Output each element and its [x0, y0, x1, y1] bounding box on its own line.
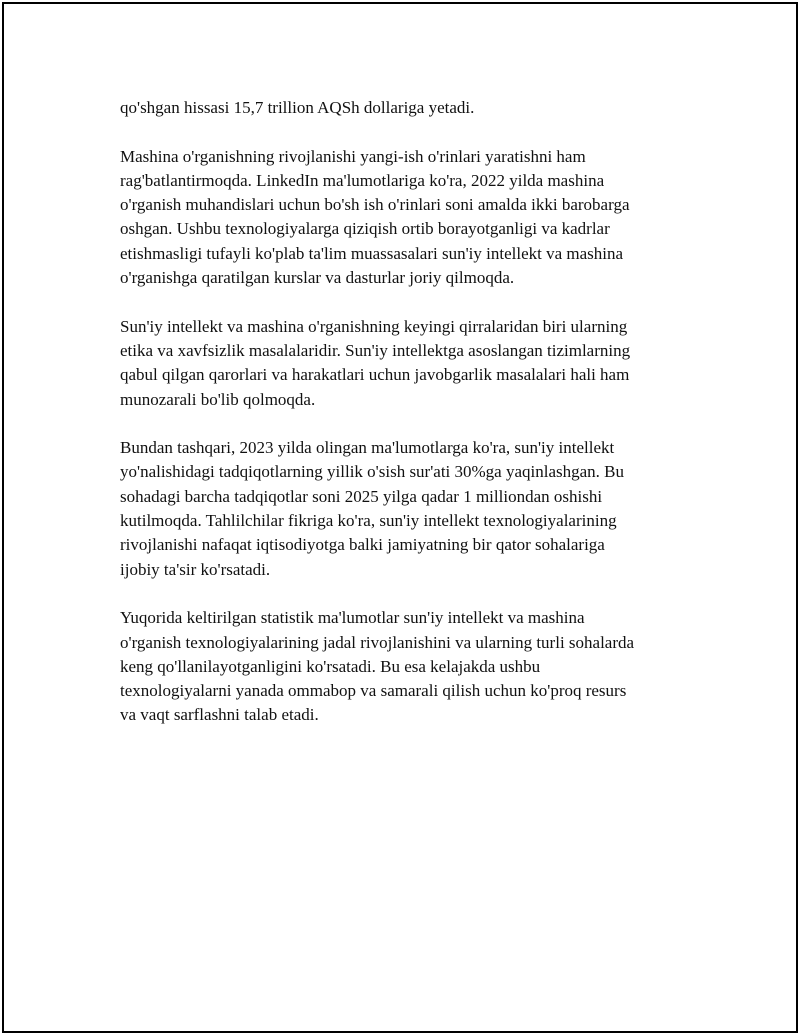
paragraph-5: Yuqorida keltirilgan statistik ma'lumotlar sun'iy intellekt va mashina o'rganish texnologiyalarining jadal rivojlanishini va ularning turli sohalarda keng qo'llanilayotganligini ko'rsatadi. Bu esa kelajakda ushbu texnologiyalarni yanada ommabop va samarali qilish uchun ko'proq resurs va vaqt sarflashni talab etadi.: [120, 608, 635, 725]
paragraph-2: Mashina o'rganishning rivojlanishi yangi-ish o'rinlari yaratishni ham rag'batlantirmoqda. LinkedIn ma'lumotlariga ko'ra, 2022 yilda mashina o'rganish muhandislari uchun bo'sh ish o'rinlari soni amalda ikki barobarga oshgan. Ushbu texnologiyalarga qiziqish ortib borayotganligi va kadrlar etishmasligi tufayli ko'plab ta'lim muassasalari sun'iy intellekt va mashina o'rganishga qaratilgan kurslar va dasturlar joriy qilmoqda.: [120, 146, 630, 288]
paragraph-1: qo'shgan hissasi 15,7 trillion AQSh dollariga yetadi.: [120, 98, 475, 117]
document-body: [120, 96, 686, 728]
document-page: [2, 2, 798, 1033]
paragraph-4: Bundan tashqari, 2023 yilda olingan ma'lumotlarga ko'ra, sun'iy intellekt yo'nalishidagi tadqiqotlarning yillik o'sish sur'ati 30%ga yaqinlashgan. Bu sohadagi barcha tadqiqotlar soni 2025 yilga qadar 1 milliondan oshishi kutilmoqda. Tahlilchilar fikriga ko'ra, sun'iy intellekt texnologiyalarining rivojlanishi nafaqat iqtisodiyotga balki jamiyatning bir qator sohalariga ijobiy ta'sir ko'rsatadi.: [120, 438, 625, 579]
paragraph-3: Sun'iy intellekt va mashina o'rganishning keyingi qirralaridan biri ularning etika va xavfsizlik masalalaridir. Sun'iy intellektga asoslangan tizimlarning qabul qilgan qarorlari va harakatlari uchun javobgarlik masalalari hali ham munozarali bo'lib qolmoqda.: [120, 316, 631, 409]
